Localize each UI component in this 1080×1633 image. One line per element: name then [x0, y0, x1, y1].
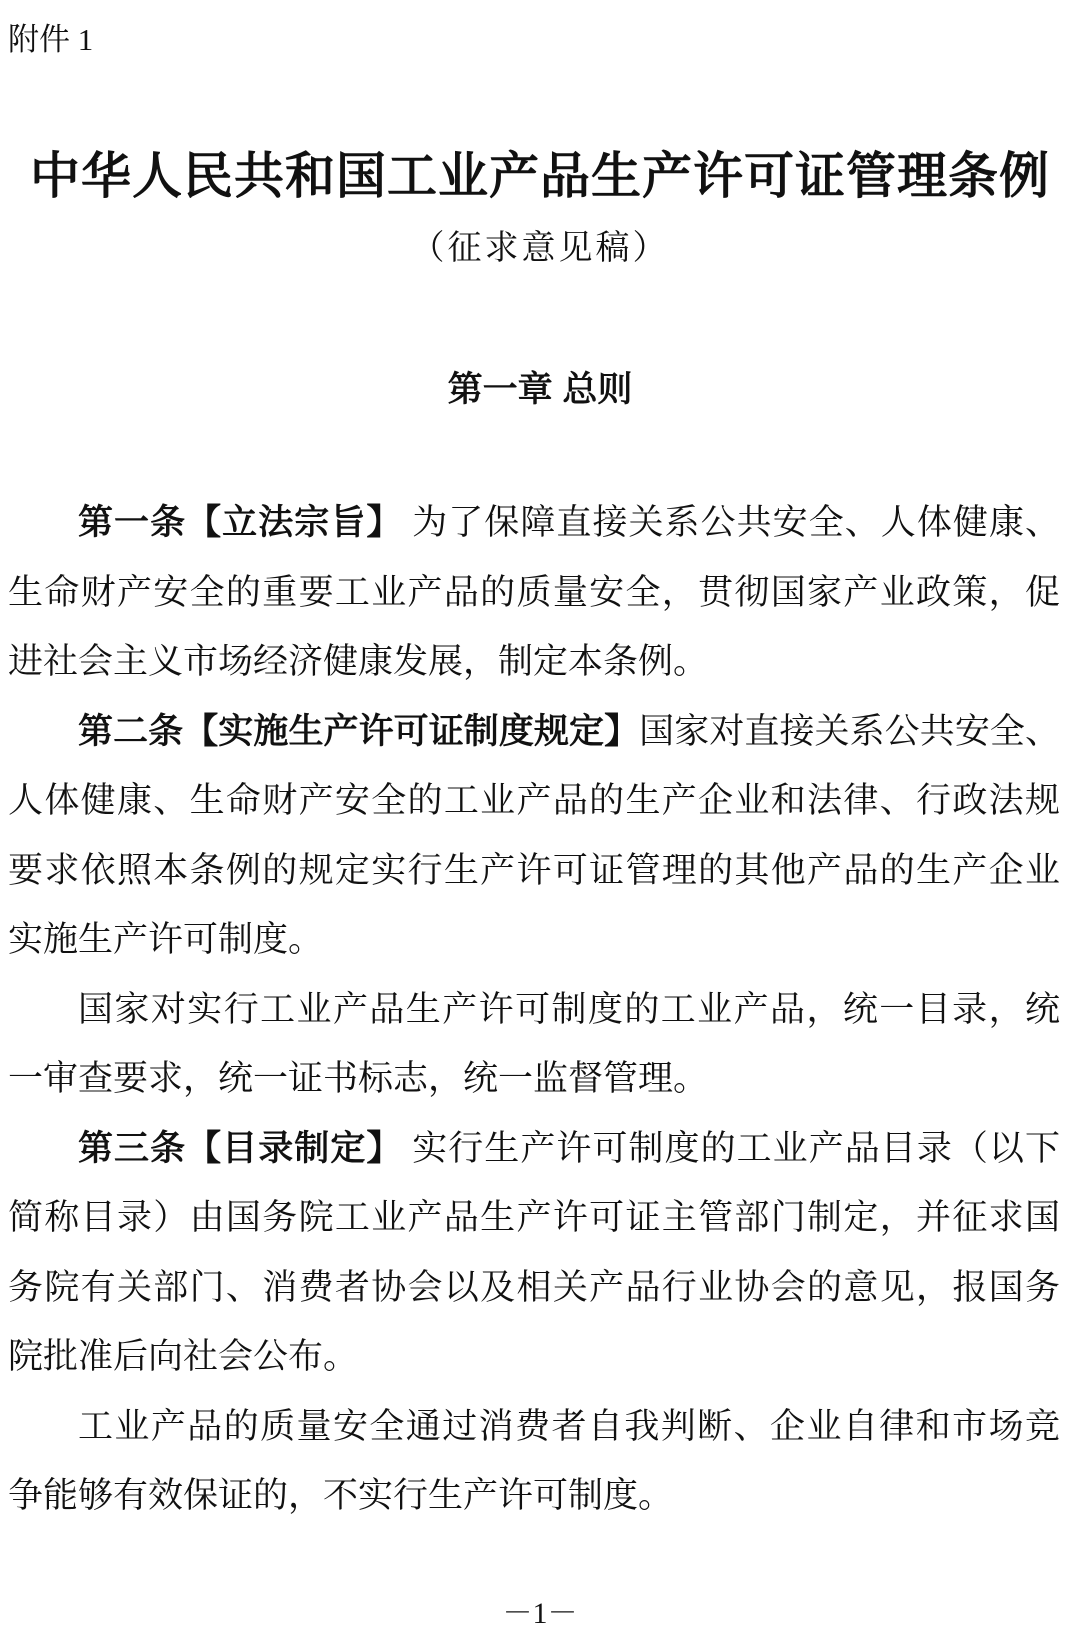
- line-text: 务院有关部门、消费者协会以及相关产品行业协会的意见，报国务: [8, 1267, 1060, 1307]
- paragraph-line: [8, 766, 1060, 836]
- paragraph-line: [8, 1114, 1060, 1184]
- article-paragraph: [8, 488, 1060, 697]
- document-body: [8, 488, 1060, 1531]
- paragraph-line: [8, 905, 1060, 975]
- paragraph-line: [8, 1183, 1060, 1253]
- document-title: 中华人民共和国工业产品生产许可证管理条例: [30, 148, 1050, 204]
- page-number: －1－: [502, 1597, 578, 1630]
- article-paragraph: [8, 697, 1060, 975]
- article-paragraph: [8, 1114, 1060, 1392]
- line-text: 院批准后向社会公布。: [8, 1337, 359, 1376]
- line-text: 一审查要求，统一证书标志，统一监督管理。: [8, 1059, 709, 1098]
- line-text: 工业产品的质量安全通过消费者自我判断、企业自律和市场竞: [78, 1406, 1060, 1446]
- paragraph-line: [8, 558, 1060, 628]
- line-text: 国家对直接关系公共安全、: [639, 711, 1060, 751]
- line-text: 国家对实行工业产品生产许可制度的工业产品，统一目录，统: [78, 989, 1060, 1029]
- annex-label: 附件 1: [8, 22, 94, 57]
- article-heading: 第一条【立法宗旨】: [78, 503, 403, 542]
- paragraph-line: [8, 1322, 1060, 1392]
- chapter-heading: 第一章 总则: [447, 370, 633, 409]
- paragraph-line: [8, 627, 1060, 697]
- paragraph-line: [8, 1044, 1060, 1114]
- line-text: 实施生产许可制度。: [8, 920, 324, 959]
- paragraph-line: [8, 1253, 1060, 1323]
- line-text: 生命财产安全的重要工业产品的质量安全，贯彻国家产业政策，促: [8, 572, 1060, 612]
- article-heading: 第二条【实施生产许可证制度规定】: [78, 711, 640, 751]
- line-text: 为了保障直接关系公共安全、人体健康、: [402, 503, 1060, 542]
- paragraph-line: [8, 975, 1060, 1045]
- line-text: 要求依照本条例的规定实行生产许可证管理的其他产品的生产企业: [8, 850, 1060, 890]
- paragraph-line: [8, 488, 1060, 558]
- paragraph-line: [8, 1392, 1060, 1462]
- line-text: 进社会主义市场经济健康发展，制定本条例。: [8, 642, 709, 681]
- paragraph-line: [8, 1461, 1060, 1531]
- line-text: 简称目录）由国务院工业产品生产许可证主管部门制定，并征求国: [8, 1198, 1060, 1237]
- article-heading: 第三条【目录制定】: [78, 1128, 403, 1168]
- document-subtitle: （征求意见稿）: [410, 230, 670, 267]
- line-text: 实行生产许可制度的工业产品目录（以下: [402, 1128, 1060, 1168]
- article-paragraph: [8, 975, 1060, 1114]
- article-paragraph: [8, 1392, 1060, 1531]
- line-text: 争能够有效保证的，不实行生产许可制度。: [8, 1476, 674, 1515]
- line-text: 人体健康、生命财产安全的工业产品的生产企业和法律、行政法规: [8, 781, 1060, 820]
- paragraph-line: [8, 697, 1060, 767]
- paragraph-line: [8, 836, 1060, 906]
